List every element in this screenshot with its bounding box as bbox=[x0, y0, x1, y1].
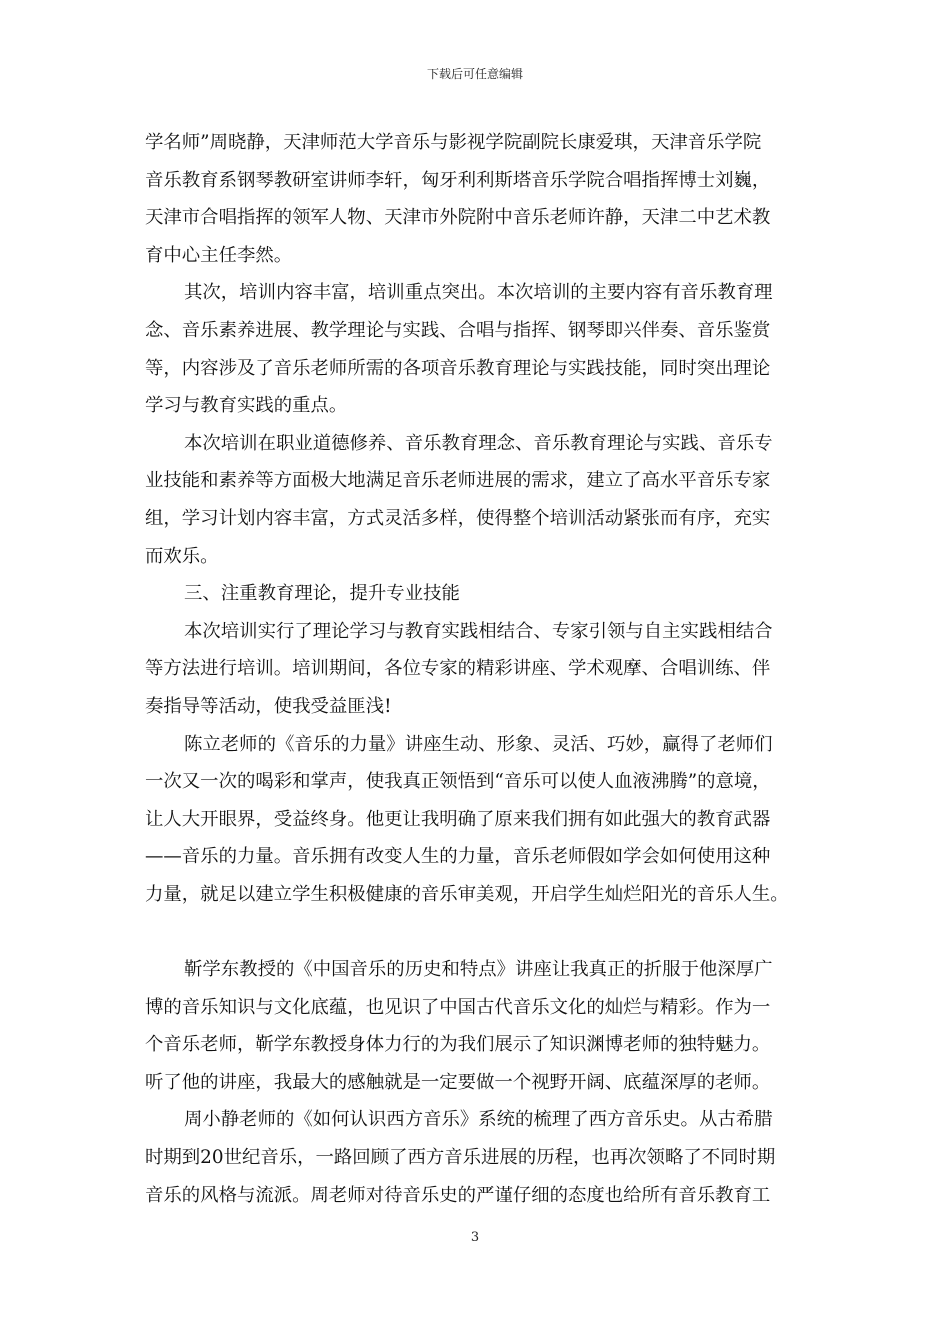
paragraph bbox=[145, 1101, 813, 1214]
page-header: 下载后可任意编辑 bbox=[426, 67, 523, 81]
text-line: 让人大开眼界，受益终身。他更让我明确了原来我们拥有如此强大的教育武器 bbox=[145, 808, 771, 830]
paragraph bbox=[145, 124, 813, 274]
blank-line bbox=[145, 913, 813, 951]
text-line: 等方法进行培训。培训期间，各位专家的精彩讲座、学术观摩、合唱训练、伴 bbox=[145, 658, 771, 680]
text-line: 音乐教育系钢琴教研室讲师李轩，匈牙利利斯塔音乐学院合唱指挥博士刘巍， bbox=[145, 169, 771, 191]
text-line: 奏指导等活动，使我受益匪浅! bbox=[145, 695, 392, 717]
text-line: 陈立老师的《音乐的力量》讲座生动、形象、灵活、巧妙，赢得了老师们 bbox=[184, 733, 773, 755]
text-line: 个音乐老师，靳学东教授身体力行的为我们展示了知识渊博老师的独特魅力。 bbox=[145, 1034, 771, 1056]
text-line: 其次，培训内容丰富，培训重点突出。本次培训的主要内容有音乐教育理 bbox=[184, 282, 773, 304]
text-line: 组，学习计划内容丰富，方式灵活多样，使得整个培训活动紧张而有序，充实 bbox=[145, 507, 771, 529]
text-line: 而欢乐。 bbox=[145, 545, 219, 567]
document-body bbox=[145, 124, 813, 1214]
text-line: 听了他的讲座，我最大的感触就是一定要做一个视野开阔、底蕴深厚的老师。 bbox=[145, 1071, 771, 1093]
text-line: 业技能和素养等方面极大地满足音乐老师进展的需求，建立了高水平音乐专家 bbox=[145, 470, 771, 492]
text-line: 一次又一次的喝彩和掌声，使我真正领悟到“音乐可以使人血液沸腾”的意境， bbox=[145, 771, 771, 793]
paragraph bbox=[145, 613, 813, 726]
text-line: 本次培训在职业道德修养、音乐教育理念、音乐教育理论与实践、音乐专 bbox=[184, 432, 773, 454]
text-line: 等，内容涉及了音乐老师所需的各项音乐教育理论与实践技能，同时突出理论 bbox=[145, 357, 771, 379]
text-line: 博的音乐知识与文化底蕴，也见识了中国古代音乐文化的灿烂与精彩。作为一 bbox=[145, 996, 771, 1018]
page-number: 3 bbox=[470, 1230, 480, 1245]
text-line: 育中心主任李然。 bbox=[145, 244, 293, 266]
text-line: ——音乐的力量。音乐拥有改变人生的力量，音乐老师假如学会如何使用这种 bbox=[145, 846, 771, 868]
text-line: 学习与教育实践的重点。 bbox=[145, 395, 348, 417]
paragraph bbox=[145, 726, 813, 914]
text-line: 念、音乐素养进展、教学理论与实践、合唱与指挥、钢琴即兴伴奏、音乐鉴赏 bbox=[145, 319, 771, 341]
text-line: 三、注重教育理论，提升专业技能 bbox=[184, 583, 460, 605]
paragraph bbox=[145, 951, 813, 1101]
section-heading bbox=[145, 575, 813, 613]
paragraph bbox=[145, 425, 813, 575]
text-line: 时期到20世纪音乐，一路回顾了西方音乐进展的历程，也再次领略了不同时期 bbox=[145, 1147, 776, 1169]
text-line: 学名师”周晓静，天津师范大学音乐与影视学院副院长康爱琪，天津音乐学院 bbox=[145, 132, 762, 153]
text-line: 力量，就足以建立学生积极健康的音乐审美观，开启学生灿烂阳光的音乐人生。 bbox=[145, 883, 789, 905]
text-line: 天津市合唱指挥的领军人物、天津市外院附中音乐老师许静，天津二中艺术教 bbox=[145, 207, 771, 229]
text-line: 音乐的风格与流派。周老师对待音乐史的严谨仔细的态度也给所有音乐教育工 bbox=[145, 1184, 771, 1206]
text-line: 周小静老师的《如何认识西方音乐》系统的梳理了西方音乐史。从古希腊 bbox=[184, 1109, 773, 1131]
text-line: 本次培训实行了理论学习与教育实践相结合、专家引领与自主实践相结合 bbox=[184, 620, 773, 642]
paragraph bbox=[145, 274, 813, 424]
text-line: 靳学东教授的《中国音乐的历史和特点》讲座让我真正的折服于他深厚广 bbox=[184, 959, 773, 981]
